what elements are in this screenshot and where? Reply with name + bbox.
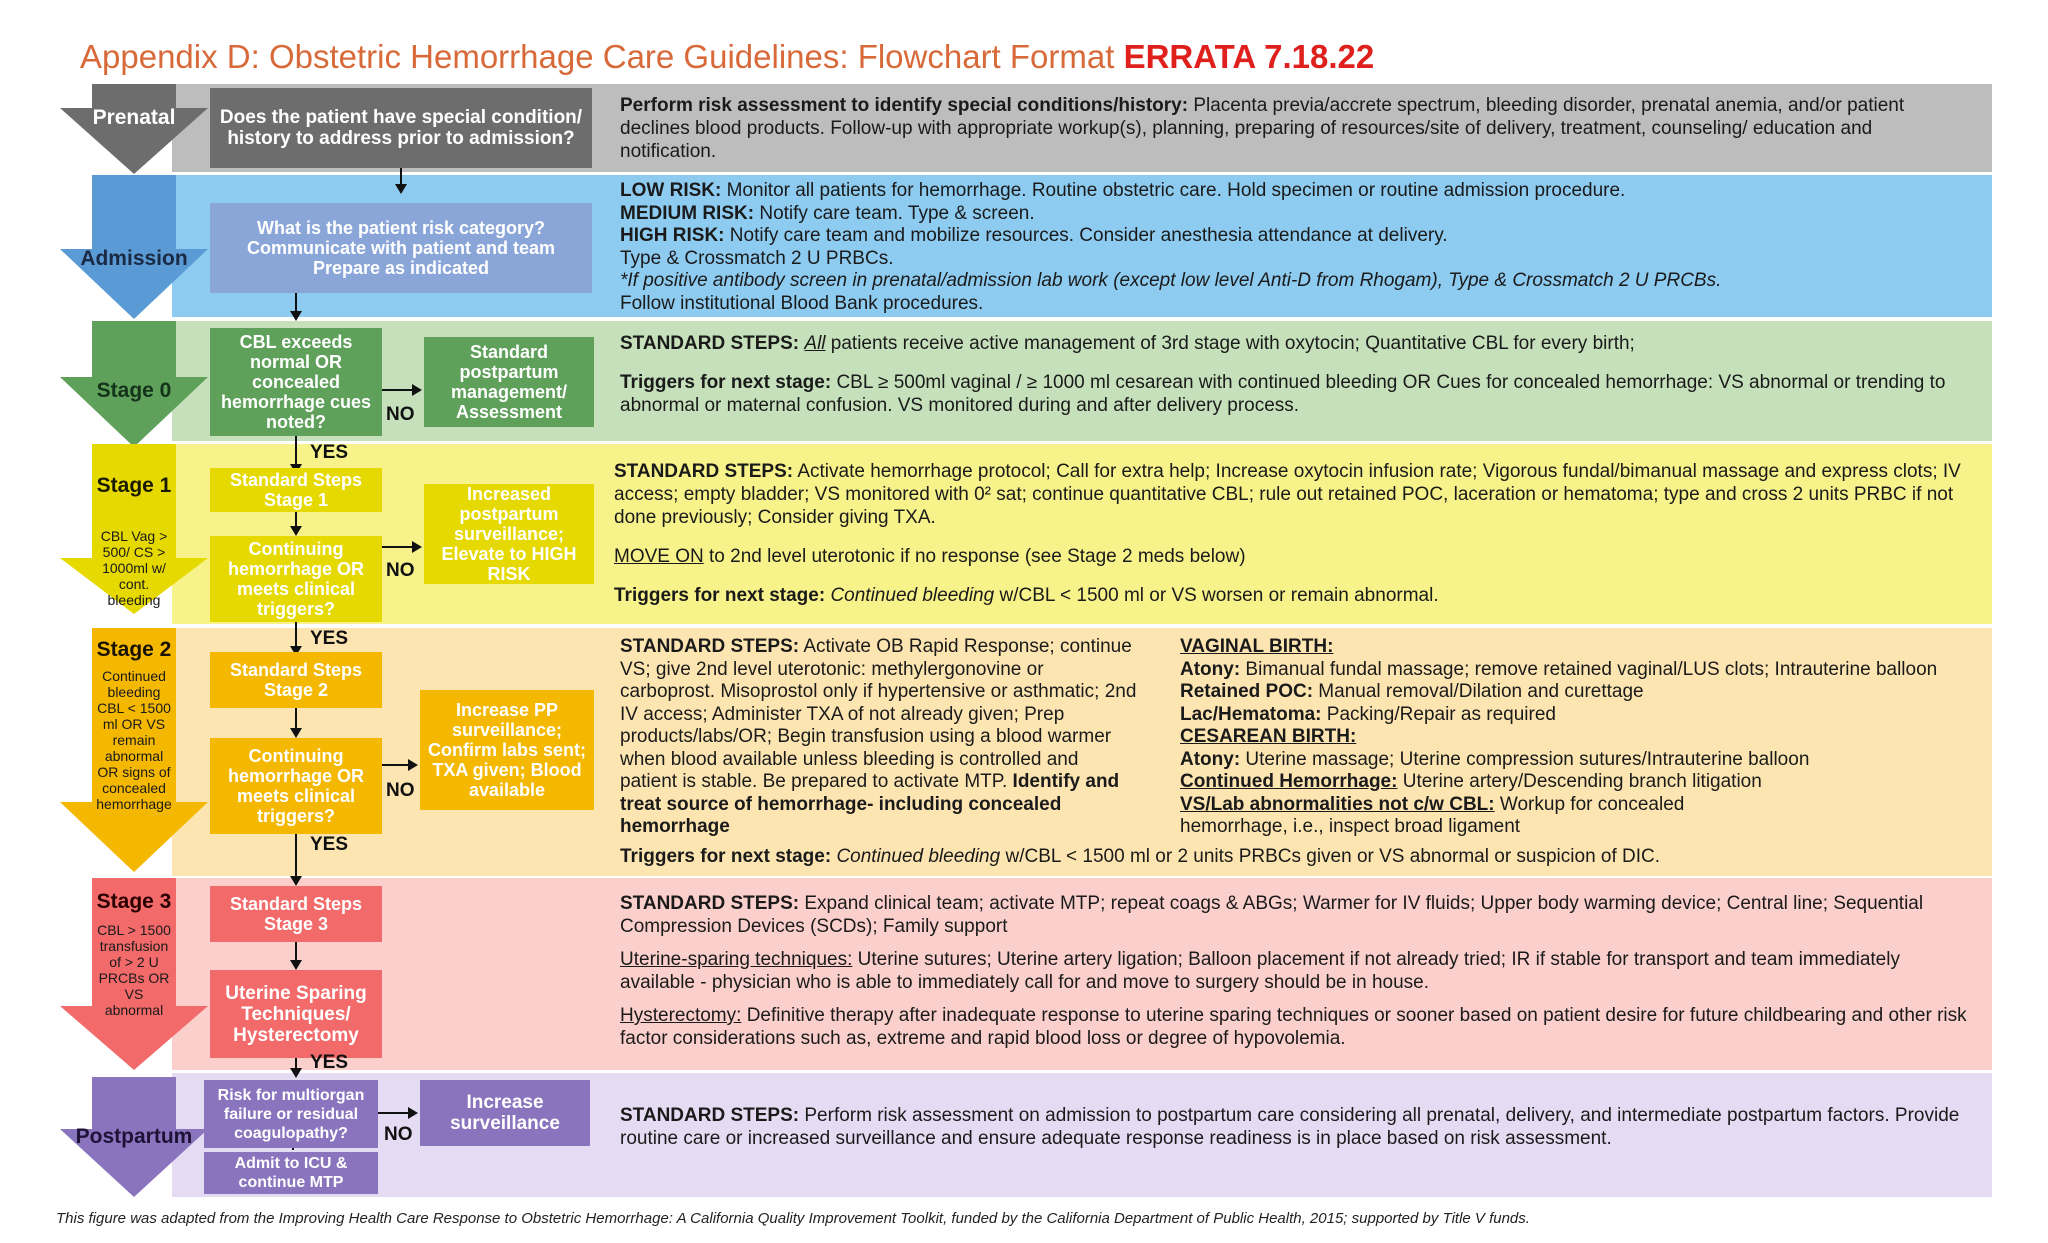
type-crossmatch-line: Type & Crossmatch 2 U PRBCs. (620, 247, 894, 269)
retained-poc-lead: Retained POC: (1180, 681, 1314, 702)
prenatal-question-box: Does the patient have special condition/ history to address prior to admission? (210, 88, 592, 168)
stage-label-stage0: Stage 0 (96, 379, 172, 402)
stage-criteria-stage3: CBL > 1500 transfusion of > 2 U PRCBs OR VS abnormal (97, 922, 171, 1018)
connector-line (382, 546, 414, 548)
stage2-std-text: Activate OB Rapid Response; continue VS; give 2nd level uterotonic: methylergonovine or carboprost. Misoprostol only if hypertensive or asthmatic; 2nd IV access; Administer TXA of not already given; Prep products/labs/OR; Begin transfusion using a blood warmer when blood available unless bleeding is controlled and patient is stable. Be prepared to activate MTP. (620, 636, 1137, 792)
connector-line (295, 708, 297, 730)
no-label: NO (386, 780, 415, 801)
vs-lab-text: Workup for concealed hemorrhage, i.e., inspect broad ligament (1180, 793, 1685, 837)
yes-label: YES (310, 1052, 349, 1073)
stage-criteria-stage2: Continued bleeding CBL < 1500 ml OR VS remain abnormal OR signs of concealed hemorrhage (96, 668, 172, 812)
lac-hematoma-line (1180, 704, 1980, 727)
arrow-down-icon (290, 960, 302, 970)
no-label: NO (386, 560, 415, 581)
antibody-note: *If positive antibody screen in prenatal/admission lab work (except low level Anti-D from Rhogam), Type & Crossmatch 2 U PRCBs. (620, 270, 1722, 291)
arrow-right-icon (412, 384, 422, 396)
stage0-std-all: All (804, 333, 826, 354)
medium-risk-line (620, 203, 1980, 226)
yes-label: YES (310, 442, 349, 463)
stage3-std-lead: STANDARD STEPS: (620, 893, 800, 914)
stage2-trig-text: w/CBL < 1500 ml or 2 units PRBCs given or VS abnormal or suspicion of DIC. (1000, 846, 1661, 867)
cesarean-birth-heading: CESAREAN BIRTH: (1180, 726, 1357, 747)
high-risk-line (620, 225, 1980, 248)
stage1-trig-text: w/CBL < 1500 ml or VS worsen or remain abnormal. (994, 585, 1439, 606)
vs-lab-line (1180, 794, 1700, 839)
stage1-std-text: Activate hemorrhage protocol; Call for extra help; Increase oxytocin infusion rate; Vigorous fundal/bimanual massage and express clots; IV access; empty bladder; VS monitored with 0² sat; continue quantitative CBL; rule out retained POC, laceration or hematoma; type and cross 2 units PRBC if not done previously; Consider giving TXA. (614, 461, 1961, 528)
stage-criteria-stage1: CBL Vag > 500/ CS > 1000ml w/ cont. bleeding (100, 528, 168, 608)
lac-hematoma-text: Packing/Repair as required (1321, 703, 1556, 725)
continued-hemorrhage-text: Uterine artery/Descending branch litigation (1397, 771, 1762, 792)
low-risk-lead: LOW RISK: (620, 180, 722, 201)
vaginal-birth-heading: VAGINAL BIRTH: (1180, 636, 1334, 657)
admission-text (620, 180, 1980, 315)
stage-arrow-admission (60, 175, 208, 319)
stage2-standard-steps (620, 636, 1140, 839)
uterine-sparing-line (620, 948, 1980, 994)
connector-line (295, 834, 297, 878)
stage1-trig-em: Continued bleeding (825, 585, 995, 606)
retained-poc-line (1180, 681, 1980, 704)
stage2-steps-box: Standard Steps Stage 2 (210, 652, 382, 708)
stage2-no-box: Increase PP surveillance; Confirm labs sent; TXA given; Blood available (420, 690, 594, 810)
postpartum-no-box: Increase surveillance (420, 1080, 590, 1146)
stage-arrow-postpartum (60, 1077, 208, 1197)
no-label: NO (384, 1124, 413, 1145)
admission-question-box: What is the patient risk category? Communicate with patient and team Prepare as indicated (210, 203, 592, 293)
stage1-move-on (614, 545, 1980, 568)
connector-line (378, 1112, 410, 1114)
yes-label: YES (310, 834, 349, 855)
stage-arrow-stage1 (60, 444, 208, 614)
stage3-std-text: Expand clinical team; activate MTP; repeat coags & ABGs; Warmer for IV fluids; Upper body warming device; Central line; Sequential Compression Devices (SCDs); Family support (620, 893, 1924, 937)
stage-label-prenatal: Prenatal (92, 106, 176, 129)
stage0-std-text: patients receive active management of 3rd stage with oxytocin; Quantitative CBL for every birth; (825, 333, 1635, 354)
postpartum-std-text: Perform risk assessment on admission to postpartum care considering all prenatal, delivery, and intermediate postpartum factors. Provide routine care or increased surveillance and ensure adequate response readiness is in place based on risk assessment. (620, 1105, 1960, 1149)
arrow-right-icon (408, 1107, 418, 1119)
yes-label: YES (310, 628, 349, 649)
stage1-trig-lead: Triggers for next stage: (614, 585, 826, 606)
medium-risk-text: Notify care team. Type & screen. (754, 202, 1035, 224)
stage0-trig-lead: Triggers for next stage: (620, 372, 832, 393)
title-main: Appendix D: Obstetric Hemorrhage Care Guidelines: Flowchart Format (80, 38, 1115, 75)
stage0-trig-text: CBL ≥ 500ml vaginal / ≥ 1000 ml cesarean with continued bleeding OR Cues for concealed hemorrhage: VS abnormal or trending to abnormal or maternal confusion. VS monitored during and after delivery process. (620, 372, 1946, 416)
title-errata: ERRATA 7.18.22 (1123, 38, 1375, 75)
cesarean-atony-line (1180, 749, 1980, 772)
postpartum-std-lead: STANDARD STEPS: (620, 1105, 800, 1126)
stage3-text (620, 892, 1980, 1050)
stage0-standard-steps (620, 332, 1980, 355)
stage1-text (614, 460, 1980, 607)
postpartum-text (620, 1104, 1986, 1150)
low-risk-text: Monitor all patients for hemorrhage. Routine obstetric care. Hold specimen or routine admission procedure. (721, 180, 1626, 201)
stage2-std-bold: Identify and treat source of hemorrhage- including concealed hemorrhage (620, 771, 1120, 837)
connector-line (292, 1148, 294, 1150)
retained-poc-text: Manual removal/Dilation and curettage (1313, 681, 1644, 702)
uterine-sparing-text: Uterine sutures; Uterine artery ligation; Balloon placement if not already tried; IR if stable for transport and team immediately available - physician who is able to immediately call for and move to surgery should be in house. (620, 949, 1900, 993)
arrow-down-icon (290, 526, 302, 536)
stage0-no-box: Standard postpartum management/ Assessment (424, 337, 594, 427)
arrow-right-icon (412, 541, 422, 553)
stage-label-stage2: Stage 2 (96, 638, 172, 661)
stage1-no-box: Increased postpartum surveillance; Elevate to HIGH RISK (424, 484, 594, 584)
stage-arrow-prenatal (60, 84, 208, 174)
stage-label-postpartum: Postpartum (75, 1125, 193, 1148)
hysterectomy-line (620, 1004, 1980, 1050)
hysterectomy-text: Definitive therapy after inadequate response to uterine sparing techniques or sooner based on patient desire for future childbearing and other risk factor considerations such as, extreme and rapid blood loss or degree of hypovolemia. (620, 1005, 1967, 1049)
postpartum-yes-box: Admit to ICU & continue MTP (204, 1152, 378, 1194)
connector-line (382, 389, 414, 391)
stage-arrow-stage0 (60, 321, 208, 447)
arrow-down-icon (290, 876, 302, 886)
medium-risk-lead: MEDIUM RISK: (620, 202, 755, 224)
stage-label-stage1: Stage 1 (96, 474, 172, 497)
low-risk-line (620, 180, 1980, 203)
stage1-triggers (614, 584, 1980, 607)
cesarean-atony-lead: Atony: (1180, 748, 1241, 770)
connector-line (295, 622, 297, 648)
source-footnote: This figure was adapted from the Improving Health Care Response to Obstetric Hemorrhage: A California Quality Improvement Toolkit, funded by the California Department of Public Health, 2015; supported by Title V funds. (56, 1210, 1530, 1227)
vaginal-atony-line (1180, 659, 1980, 682)
connector-line (382, 764, 410, 766)
stage1-standard-steps (614, 460, 1980, 529)
page-title (80, 38, 1374, 76)
prenatal-text-lead: Perform risk assessment to identify special conditions/history: (620, 95, 1189, 116)
arrow-down-icon (395, 184, 407, 194)
stage1-std-lead: STANDARD STEPS: (614, 461, 794, 482)
connector-line (295, 436, 297, 466)
stage3-steps-box: Standard Steps Stage 3 (210, 886, 382, 942)
stage-label-admission: Admission (80, 247, 188, 270)
stage2-std-lead: STANDARD STEPS: (620, 636, 800, 657)
stage1-move-text: to 2nd level uterotonic if no response (see Stage 2 meds below) (703, 546, 1246, 567)
high-risk-lead: HIGH RISK: (620, 225, 725, 246)
continued-hemorrhage-line (1180, 771, 1980, 794)
stage0-question-box: CBL exceeds normal OR concealed hemorrhage cues noted? (210, 328, 382, 436)
uterine-sparing-lead: Uterine-sparing techniques: (620, 949, 853, 970)
prenatal-text-body: Placenta previa/accrete spectrum, bleeding disorder, prenatal anemia, and/or patient declines blood products. Follow-up with appropriate workup(s), planning, preparing of resources/site of delivery, treatment, counseling/ education and notification. (620, 95, 1905, 162)
arrow-down-icon (290, 1068, 302, 1078)
stage0-triggers (620, 371, 1980, 417)
stage2-question-box: Continuing hemorrhage OR meets clinical triggers? (210, 738, 382, 834)
cesarean-atony-text: Uterine massage; Uterine compression sutures/Intrauterine balloon (1240, 748, 1810, 770)
stage0-std-lead: STANDARD STEPS: (620, 333, 800, 354)
stage-label-stage3: Stage 3 (96, 890, 172, 913)
stage1-move-lead: MOVE ON (614, 546, 704, 567)
stage3-techniques-box: Uterine Sparing Techniques/ Hysterectomy (210, 970, 382, 1058)
arrow-down-icon (290, 311, 302, 321)
vs-lab-lead: VS/Lab abnormalities not c/w CBL: (1180, 793, 1495, 815)
postpartum-question-box: Risk for multiorgan failure or residual coagulopathy? (204, 1080, 378, 1148)
continued-hemorrhage-lead: Continued Hemorrhage: (1180, 771, 1398, 792)
arrow-right-icon (408, 759, 418, 771)
hysterectomy-lead: Hysterectomy: (620, 1005, 742, 1026)
stage3-standard-steps (620, 892, 1980, 938)
arrow-down-icon (290, 728, 302, 738)
blood-bank-line: Follow institutional Blood Bank procedures. (620, 292, 984, 314)
prenatal-text (620, 94, 1970, 163)
stage-arrow-stage3 (60, 878, 208, 1070)
vaginal-atony-text: Bimanual fundal massage; remove retained vaginal/LUS clots; Intrauterine balloon (1240, 658, 1938, 680)
stage2-trig-lead: Triggers for next stage: (620, 846, 832, 867)
high-risk-text: Notify care team and mobilize resources. Consider anesthesia attendance at delivery. (724, 225, 1448, 246)
connector-line (295, 293, 297, 313)
stage1-steps-box: Standard Steps Stage 1 (210, 468, 382, 512)
stage0-text (620, 332, 1980, 417)
stage-arrow-stage2 (60, 628, 208, 872)
stage2-trig-em: Continued bleeding (831, 846, 1001, 867)
connector-line (295, 942, 297, 962)
lac-hematoma-lead: Lac/Hematoma: (1180, 703, 1322, 725)
no-label: NO (386, 404, 415, 425)
stage1-question-box: Continuing hemorrhage OR meets clinical triggers? (210, 536, 382, 622)
stage2-triggers (620, 845, 1980, 868)
stage2-birth-actions (1180, 636, 1980, 839)
vaginal-atony-lead: Atony: (1180, 658, 1241, 680)
